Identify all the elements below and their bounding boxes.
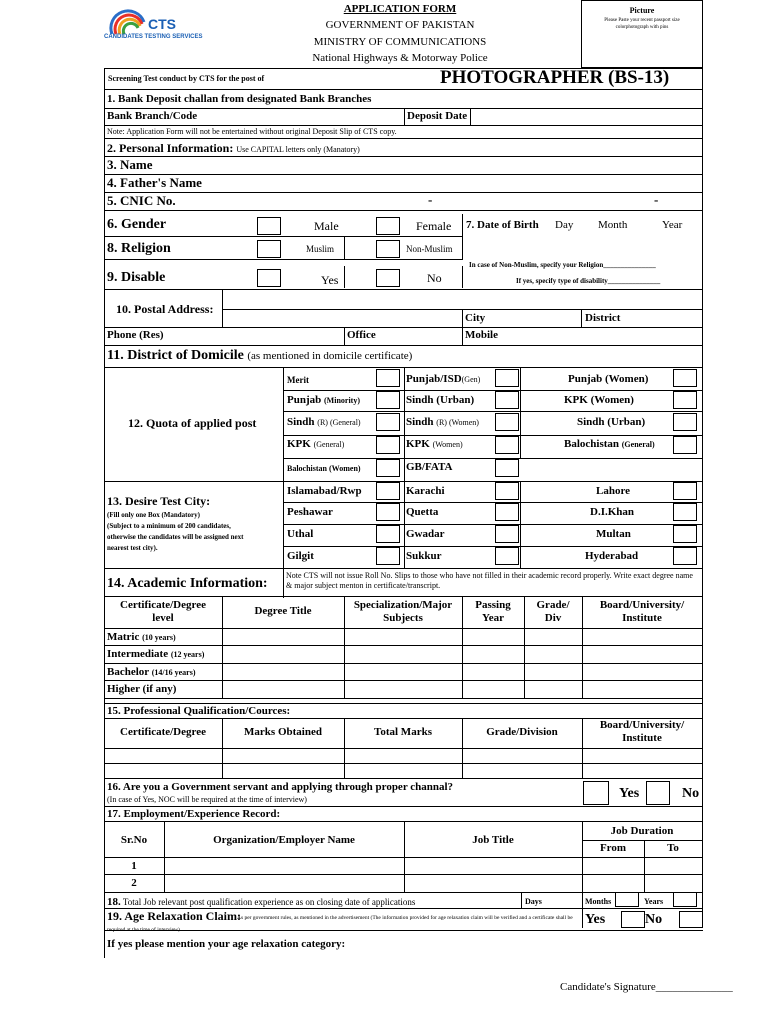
test-city-note-4: nearest test city). — [107, 544, 158, 552]
emp-header-to: To — [667, 842, 679, 854]
city-multan-checkbox[interactable] — [673, 525, 697, 543]
city-peshawar-checkbox[interactable] — [376, 503, 400, 521]
quota-sindh-urban: Sindh (Urban) — [406, 394, 475, 406]
quota-balochistan-women: Balochistan (Women) — [287, 464, 361, 473]
city-karachi-checkbox[interactable] — [495, 482, 519, 500]
religion-specify-note[interactable]: In case of Non-Muslim, specify your Religion_______________ — [469, 261, 656, 269]
prof-header-total: Total Marks — [374, 726, 432, 738]
city-uthal-checkbox[interactable] — [376, 525, 400, 543]
academic-row-matric: Matric (10 years) — [107, 631, 176, 643]
logo-subtitle: CANDIDATES TESTING SERVICES — [104, 34, 203, 40]
govt-servant-question: 16. Are you a Government servant and applying through proper channal? — [107, 781, 454, 793]
govt-yes-label: Yes — [619, 786, 640, 801]
quota-kpk-women: KPK (Women) — [564, 394, 634, 406]
gender-female-checkbox[interactable] — [376, 217, 400, 235]
father-name-label: 4. Father's Name — [107, 175, 202, 190]
dob-year[interactable]: Year — [662, 219, 683, 231]
experience-text: 18. Total Job relevant post qualification experience as on closing date of applications — [107, 896, 416, 908]
city-peshawar: Peshawar — [287, 506, 333, 518]
screening-label: Screening Test conduct by CTS for the post of — [108, 74, 265, 83]
academic-row-intermediate: Intermediate (12 years) — [107, 648, 205, 660]
quota-punjab-isd: Punjab/ISD(Gen) — [406, 373, 481, 385]
disable-no-checkbox[interactable] — [376, 269, 400, 287]
age-relaxation-label: 19. Age Relaxation Claim: — [107, 909, 241, 923]
religion-nonmuslim-checkbox[interactable] — [376, 240, 400, 258]
test-city-note-3: otherwise the candidates will be assigned next — [107, 533, 244, 541]
quota-punjab-women: Punjab (Women) — [568, 373, 649, 385]
header-line-1: GOVERNMENT OF PAKISTAN — [325, 19, 475, 31]
city-multan: Multan — [596, 528, 631, 540]
disable-label: 9. Disable — [107, 270, 166, 285]
prof-header-certificate: Certificate/Degree — [120, 726, 206, 738]
quota-kpk-general: KPK (General) — [287, 438, 345, 450]
academic-header-grade: Grade/ Div — [536, 599, 570, 624]
quota-gb-fata: GB/FATA — [406, 461, 453, 473]
city-sukkur: Sukkur — [406, 550, 442, 562]
deposit-date-label: Deposit Date — [407, 110, 468, 122]
academic-header-specialization: Specialization/Major Subjects — [353, 599, 453, 624]
logo-text: CTS — [148, 16, 176, 32]
father-name-field[interactable] — [220, 175, 700, 192]
academic-row-bachelor: Bachelor (14/16 years) — [107, 666, 196, 678]
gender-male-checkbox[interactable] — [257, 217, 281, 235]
test-city-label: 13. Desire Test City: — [107, 494, 211, 508]
quota-punjab-isd-checkbox[interactable] — [495, 369, 519, 387]
quota-sindh-r-women: Sindh (R) (Women) — [406, 416, 479, 428]
header-line-2: MINISTRY OF COMMUNICATIONS — [313, 36, 487, 48]
quota-sindh-urban-checkbox[interactable] — [495, 391, 519, 409]
academic-header-board: Board/University/ Institute — [599, 599, 685, 624]
postal-address-field[interactable] — [224, 291, 700, 309]
disable-yes-checkbox[interactable] — [257, 269, 281, 287]
gender-male-label: Male — [314, 219, 339, 233]
disability-specify-note[interactable]: If yes, specify type of disability_______________ — [516, 277, 661, 285]
academic-header-degree: Degree Title — [254, 605, 312, 617]
employment-label: 17. Employment/Experience Record: — [107, 808, 281, 820]
prof-header-grade: Grade/Division — [486, 726, 558, 738]
city-gwadar-checkbox[interactable] — [495, 525, 519, 543]
city-islamabad: Islamabad/Rwp — [287, 485, 362, 497]
emp-header-from: From — [599, 842, 627, 854]
picture-box[interactable] — [581, 0, 703, 68]
quota-gb-fata-checkbox[interactable] — [495, 459, 519, 477]
test-city-note-2: (Subject to a minimum of 200 candidates, — [107, 522, 231, 530]
experience-years-box[interactable] — [673, 892, 697, 907]
mobile-label: Mobile — [465, 329, 498, 341]
city-quetta: Quetta — [406, 506, 439, 518]
picture-note: Please Paste your recent passport size colorphotograph with pins — [604, 18, 680, 30]
picture-title: Picture — [629, 6, 655, 15]
dob-day[interactable]: Day — [555, 219, 574, 231]
city-hyderabad-checkbox[interactable] — [673, 547, 697, 565]
quota-balochistan-general-checkbox[interactable] — [673, 436, 697, 454]
quota-kpk-women-checkbox[interactable] — [673, 391, 697, 409]
cnic-dash-2: - — [654, 192, 659, 207]
quota-punjab-minority: Punjab (Minority) — [287, 394, 360, 406]
gender-label: 6. Gender — [107, 217, 167, 232]
age-yes-label: Yes — [585, 912, 606, 927]
office-label: Office — [347, 329, 376, 341]
test-city-note-1: (Fill only one Box (Mandatory) — [107, 511, 200, 519]
experience-months-box[interactable] — [615, 892, 639, 907]
experience-days[interactable]: Days — [525, 897, 542, 906]
quota-punjab-women-checkbox[interactable] — [673, 369, 697, 387]
city-uthal: Uthal — [287, 528, 314, 540]
dob-month[interactable]: Month — [598, 219, 628, 231]
quota-merit-checkbox[interactable] — [376, 369, 400, 387]
city-islamabad-checkbox[interactable] — [376, 482, 400, 500]
disable-no-label: No — [427, 271, 442, 285]
bank-branch-field[interactable] — [220, 109, 402, 124]
postal-address-label: 10. Postal Address: — [116, 302, 214, 316]
city-gilgit: Gilgit — [287, 550, 314, 562]
govt-servant-note: (In case of Yes, NOC will be required at the time of interview) — [107, 795, 307, 804]
phone-res-label: Phone (Res) — [107, 329, 164, 341]
city-karachi: Karachi — [406, 485, 445, 497]
cnic-field[interactable] — [220, 193, 700, 210]
govt-no-checkbox[interactable] — [646, 781, 670, 805]
quota-sindh-r-general: Sindh (R) (General) — [287, 416, 361, 428]
quota-merit: Merit — [287, 375, 309, 385]
candidate-signature[interactable]: Candidate's Signature______________ — [560, 981, 733, 993]
bank-branch-label: Bank Branch/Code — [107, 110, 198, 122]
emp-row-2: 2 — [131, 877, 137, 889]
city-lahore-checkbox[interactable] — [673, 482, 697, 500]
emp-header-srno: Sr.No — [120, 834, 148, 846]
experience-years[interactable]: Years — [644, 897, 664, 906]
quota-sindh-r-women-checkbox[interactable] — [495, 413, 519, 431]
name-label: 3. Name — [107, 157, 153, 172]
quota-balochistan-general: Balochistan (General) — [564, 438, 655, 450]
religion-muslim-checkbox[interactable] — [257, 240, 281, 258]
prof-header-marks: Marks Obtained — [244, 726, 322, 738]
experience-months[interactable]: Months — [585, 897, 612, 906]
emp-header-org: Organization/Employer Name — [213, 834, 355, 846]
domicile-label: 11. District of Domicile (as mentioned in domicile certificate) — [107, 348, 413, 363]
post-title: PHOTOGRAPHER (BS-13) — [440, 67, 670, 88]
cnic-label: 5. CNIC No. — [107, 193, 176, 208]
city-hyderabad: Hyderabad — [585, 550, 639, 562]
quota-label: 12. Quota of applied post — [128, 416, 257, 430]
gender-female-label: Female — [416, 219, 452, 233]
academic-row-higher: Higher (if any) — [107, 683, 177, 695]
quota-sindh-urban-2-checkbox[interactable] — [673, 413, 697, 431]
age-relaxation-note: As per government rules, as mentioned in the advertisement (The information provided for age relaxation claim will be verified and a certificate shall be required at the time of interview) — [107, 915, 573, 933]
academic-note: Note CTS will not issue Roll No. Slips to those who have not filled in their academic record properly. Write exact degree name & major subject menton in certificate/transcript. — [286, 571, 693, 590]
form-title: APPLICATION FORM — [343, 3, 457, 15]
quota-punjab-minority-checkbox[interactable] — [376, 391, 400, 409]
academic-header-passing: Passing Year — [475, 599, 511, 624]
quota-balochistan-women-checkbox[interactable] — [376, 459, 400, 477]
city-lahore: Lahore — [596, 485, 631, 497]
domicile-field[interactable] — [420, 349, 700, 365]
academic-label: 14. Academic Information: — [107, 576, 268, 591]
quota-kpk-women-2-checkbox[interactable] — [495, 436, 519, 454]
religion-muslim-label: Muslim — [306, 244, 335, 254]
professional-label: 15. Professional Qualification/Cources: — [107, 705, 291, 717]
quota-sindh-urban-2: Sindh (Urban) — [577, 416, 646, 428]
city-gilgit-checkbox[interactable] — [376, 547, 400, 565]
city-gwadar: Gwadar — [406, 528, 445, 540]
age-category-prompt[interactable]: If yes please mention your age relaxation category: — [107, 938, 346, 950]
name-field[interactable] — [220, 157, 700, 174]
quota-sindh-r-general-checkbox[interactable] — [376, 413, 400, 431]
religion-nonmuslim-label: Non-Muslim — [406, 244, 453, 254]
govt-yes-checkbox[interactable] — [583, 781, 609, 805]
age-no-label: No — [645, 912, 663, 927]
deposit-date-field[interactable] — [472, 109, 700, 124]
city-dikhan-checkbox[interactable] — [673, 503, 697, 521]
deposit-note: Note: Application Form will not be entertained without original Deposit Slip of CTS copy. — [107, 127, 397, 136]
section1-title: 1. Bank Deposit challan from designated Bank Branches — [107, 93, 372, 105]
district-label: District — [585, 312, 621, 324]
section2-title: 2. Personal Information: Use CAPITAL letters only (Manatory) — [107, 141, 360, 155]
cnic-dash-1: - — [428, 192, 433, 207]
religion-label: 8. Religion — [107, 241, 171, 256]
emp-header-job: Job Title — [472, 834, 514, 846]
header-line-3: National Highways & Motorway Police — [312, 52, 488, 64]
prof-header-board: Board/University/ Institute — [599, 719, 685, 744]
emp-header-duration: Job Duration — [610, 825, 674, 837]
city-quetta-checkbox[interactable] — [495, 503, 519, 521]
govt-no-label: No — [682, 786, 700, 801]
city-dikhan: D.I.Khan — [590, 506, 635, 518]
age-no-checkbox[interactable] — [679, 911, 703, 928]
city-label: City — [465, 312, 486, 324]
dob-label: 7. Date of Birth — [466, 219, 539, 231]
disable-yes-label: Yes — [321, 273, 339, 287]
quota-kpk-women-2: KPK (Women) — [406, 438, 463, 450]
academic-header-certificate: Certificate/Degree level — [120, 599, 206, 624]
cts-logo — [104, 4, 203, 44]
city-sukkur-checkbox[interactable] — [495, 547, 519, 565]
quota-kpk-general-checkbox[interactable] — [376, 436, 400, 454]
age-yes-checkbox[interactable] — [621, 911, 645, 928]
emp-row-1: 1 — [131, 860, 137, 872]
